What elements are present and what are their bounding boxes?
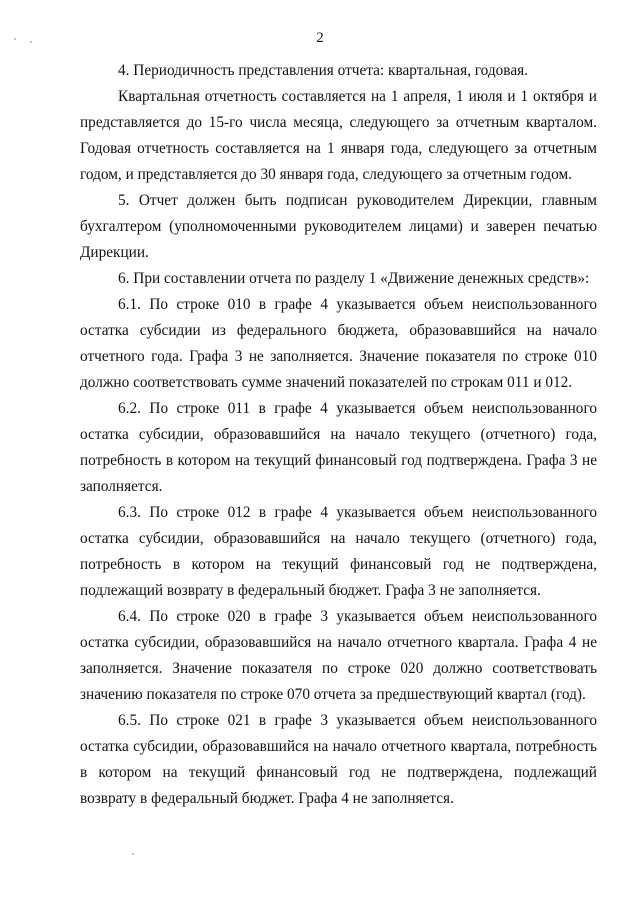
paragraph-6-1: 6.1. По строке 010 в графе 4 указывается объем неиспользованного остатка субсидии из федерального бюджета, образовавшийся на начало отчетного года. Графа 3 не заполняется. Значение показателя по строке 010 должно соответствовать сумме значений показателей по строкам 011 и 012.	[80, 296, 597, 391]
paragraph-6-5: 6.5. По строке 021 в графе 3 указывается объем неиспользованного остатка субсидии, образовавшийся на начало отчетного квартала, потребность в котором на текущий финансовый год не подтверждена, подлежащий возврату в федеральный бюджет. Графа 4 не заполняется.	[80, 712, 597, 807]
paragraph-section-1-intro: 6. При составлении отчета по разделу 1 «Движение денежных средств»:	[118, 270, 590, 287]
paragraph-6-2: 6.2. По строке 011 в графе 4 указывается объем неиспользованного остатка субсидии, образовавшийся на начало текущего (отчетного) года, потребность в котором на текущий финансовый год подтверждена. Графа 3 не заполняется.	[80, 400, 597, 495]
document-body	[80, 58, 597, 812]
paragraph-6-3: 6.3. По строке 012 в графе 4 указывается объем неиспользованного остатка субсидии, образовавшийся на начало текущего (отчетного) года, потребность в котором на текущий финансовый год не подтверждена, подлежащий возврату в федеральный бюджет. Графа 3 не заполняется.	[80, 504, 597, 599]
page-number: 2	[316, 30, 324, 46]
paragraph-signature-requirements: 5. Отчет должен быть подписан руководителем Дирекции, главным бухгалтером (уполномоченными руководителем лицами) и заверен печатью Дирекции.	[80, 192, 597, 261]
paragraph-6-4: 6.4. По строке 020 в графе 3 указывается объем неиспользованного остатка субсидии, образовавшийся на начало отчетного квартала. Графа 4 не заполняется. Значение показателя по строке 020 должно соответствовать значению показателя по строке 070 отчета за предшествующий квартал (год).	[80, 608, 597, 703]
paragraph-quarterly-annual-deadlines: Квартальная отчетность составляется на 1 апреля, 1 июля и 1 октября и представляется до 15-го числа месяца, следующего за отчетным кварталом. Годовая отчетность составляется на 1 января года, следующего за отчетным годом, и представляется до 30 января года, следующего за отчетным годом.	[80, 88, 597, 183]
paragraph-reporting-frequency: 4. Периодичность представления отчета: квартальная, годовая.	[118, 62, 528, 79]
scan-speck	[132, 853, 134, 855]
